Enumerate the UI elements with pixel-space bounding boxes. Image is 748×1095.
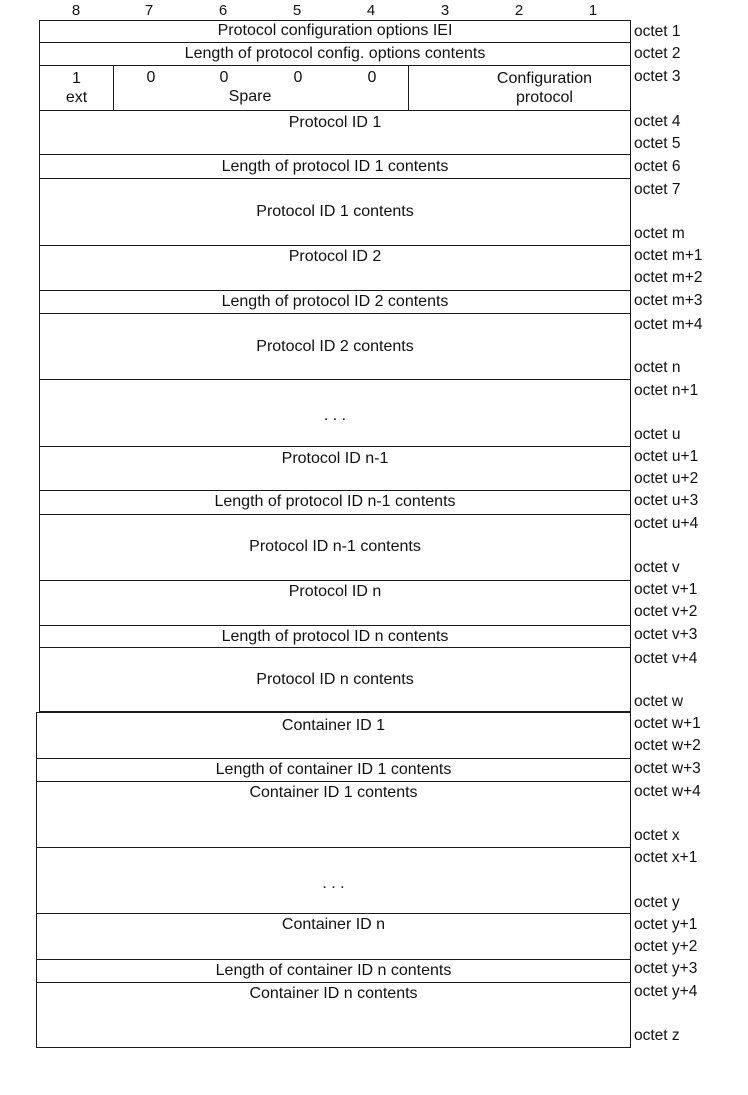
- bit-number-2: 2: [514, 2, 524, 19]
- spare-bit-7: 0: [146, 69, 156, 86]
- configuration-protocol-label-line1: Configuration: [496, 70, 593, 87]
- protocol-id-1-contents-row: [40, 179, 630, 246]
- octet-label: octet w: [634, 693, 684, 710]
- protocol-id-n-1-contents-label: Protocol ID n-1 contents: [249, 538, 421, 555]
- octet-label: octet v+4: [634, 650, 698, 667]
- configuration-protocol-label-line2: protocol: [516, 89, 573, 106]
- protocol-id-n-1-length-row: [40, 491, 630, 515]
- octet-label: octet m+4: [634, 316, 703, 333]
- octet-label: octet u: [634, 426, 681, 443]
- octet-label: octet x+1: [634, 849, 698, 866]
- octet-label: octet m+2: [634, 269, 703, 286]
- protocol-id-1-row: [40, 111, 630, 155]
- octet-label: octet 2: [634, 45, 681, 62]
- octet-label: octet y+3: [634, 960, 698, 977]
- protocol-id-2-row: [40, 246, 630, 291]
- protocol-id-n-contents-row: [40, 648, 630, 712]
- octet-label: octet u+2: [634, 470, 699, 487]
- octet-label: octet w+1: [634, 715, 701, 732]
- protocol-id-n-1-contents-row: [40, 515, 630, 581]
- bit-number-6: 6: [218, 2, 228, 19]
- protocol-section-table: [39, 20, 631, 712]
- octet-label: octet 7: [634, 181, 681, 198]
- container-id-n-row: [37, 914, 630, 960]
- octet-label: octet v+3: [634, 626, 698, 643]
- protocol-id-1-contents-label: Protocol ID 1 contents: [256, 203, 414, 220]
- protocol-id-2-contents-label: Protocol ID 2 contents: [256, 338, 414, 355]
- container-id-n-length-label: Length of container ID n contents: [215, 962, 452, 979]
- octet-label: octet n+1: [634, 382, 699, 399]
- octet-label: octet y+1: [634, 916, 698, 933]
- protocol-id-n-length-label: Length of protocol ID n contents: [221, 628, 449, 645]
- octet-label: octet u+3: [634, 492, 699, 509]
- octet-label: octet u+1: [634, 448, 699, 465]
- protocol-id-2-label: Protocol ID 2: [288, 248, 382, 265]
- container-ellipsis-row: [37, 848, 630, 914]
- bit-number-5: 5: [292, 2, 302, 19]
- container-id-n-length-row: [37, 960, 630, 983]
- container-id-1-row: [37, 713, 630, 759]
- container-id-n-label: Container ID n: [281, 916, 386, 933]
- octet-label: octet 3: [634, 68, 681, 85]
- octet3-bits-row: [40, 66, 630, 111]
- octet-label: octet m+3: [634, 292, 703, 309]
- bit-number-1: 1: [588, 2, 598, 19]
- container-id-n-contents-label: Container ID n contents: [249, 985, 418, 1002]
- protocol-id-n-row: [40, 581, 630, 626]
- ext-divider: [113, 66, 114, 110]
- octet-label: octet v: [634, 559, 680, 576]
- container-section-table: [36, 712, 631, 1048]
- protocol-id-n-length-row: [40, 626, 630, 648]
- bit-number-8: 8: [71, 2, 81, 19]
- octet-label: octet v+2: [634, 603, 698, 620]
- protocol-id-n-1-label: Protocol ID n-1: [281, 450, 389, 467]
- octet-label: octet w+4: [634, 783, 701, 800]
- protocol-id-2-contents-row: [40, 314, 630, 380]
- octet-label: octet 4: [634, 113, 681, 130]
- octet-label: octet y+2: [634, 938, 698, 955]
- ext-bit-name: ext: [65, 89, 88, 106]
- octet-label: octet v+1: [634, 581, 698, 598]
- protocol-id-2-length-label: Length of protocol ID 2 contents: [221, 293, 449, 310]
- protocol-id-n-label: Protocol ID n: [288, 583, 382, 600]
- octet-label: octet w+3: [634, 760, 701, 777]
- spare-bit-5: 0: [293, 69, 303, 86]
- iei-row: [40, 21, 630, 43]
- octet-label: octet y+4: [634, 983, 698, 1000]
- spare-bit-4: 0: [367, 69, 377, 86]
- protocol-id-n-1-row: [40, 447, 630, 491]
- ext-bit-value: 1: [72, 70, 81, 87]
- protocol-id-1-label: Protocol ID 1: [288, 114, 382, 131]
- container-id-n-contents-row: [37, 983, 630, 1048]
- container-id-1-length-label: Length of container ID 1 contents: [215, 761, 452, 778]
- spare-bit-6: 0: [219, 69, 229, 86]
- protocol-id-2-length-row: [40, 291, 630, 314]
- bit-number-4: 4: [366, 2, 376, 19]
- protocol-ellipsis: . . .: [323, 407, 347, 424]
- octet-label: octet 5: [634, 135, 681, 152]
- octet-label: octet y: [634, 894, 680, 911]
- octet-label: octet n: [634, 359, 681, 376]
- spare-label: Spare: [228, 88, 272, 105]
- container-id-1-label: Container ID 1: [281, 717, 386, 734]
- octet-label: octet x: [634, 827, 680, 844]
- length-label: Length of protocol config. options contents: [184, 45, 486, 62]
- octet-label: octet u+4: [634, 515, 699, 532]
- octet-label: octet m+1: [634, 247, 703, 264]
- protocol-id-1-length-label: Length of protocol ID 1 contents: [221, 158, 449, 175]
- container-ellipsis: . . .: [322, 875, 345, 892]
- protocol-id-n-contents-label: Protocol ID n contents: [256, 671, 414, 688]
- protocol-id-n-1-length-label: Length of protocol ID n-1 contents: [214, 493, 456, 510]
- container-id-1-contents-label: Container ID 1 contents: [249, 784, 418, 801]
- octet-label: octet w+2: [634, 737, 701, 754]
- bit-number-7: 7: [144, 2, 154, 19]
- protocol-id-1-length-row: [40, 155, 630, 179]
- octet-label: octet 1: [634, 23, 681, 40]
- length-row: [40, 43, 630, 66]
- container-id-1-length-row: [37, 759, 630, 782]
- octet-label: octet m: [634, 225, 685, 242]
- bit-number-3: 3: [440, 2, 450, 19]
- octet-label: octet z: [634, 1027, 680, 1044]
- iei-label: Protocol configuration options IEI: [217, 22, 453, 39]
- container-id-1-contents-row: [37, 782, 630, 848]
- octet-label: octet 6: [634, 158, 681, 175]
- protocol-ellipsis-row: [40, 380, 630, 447]
